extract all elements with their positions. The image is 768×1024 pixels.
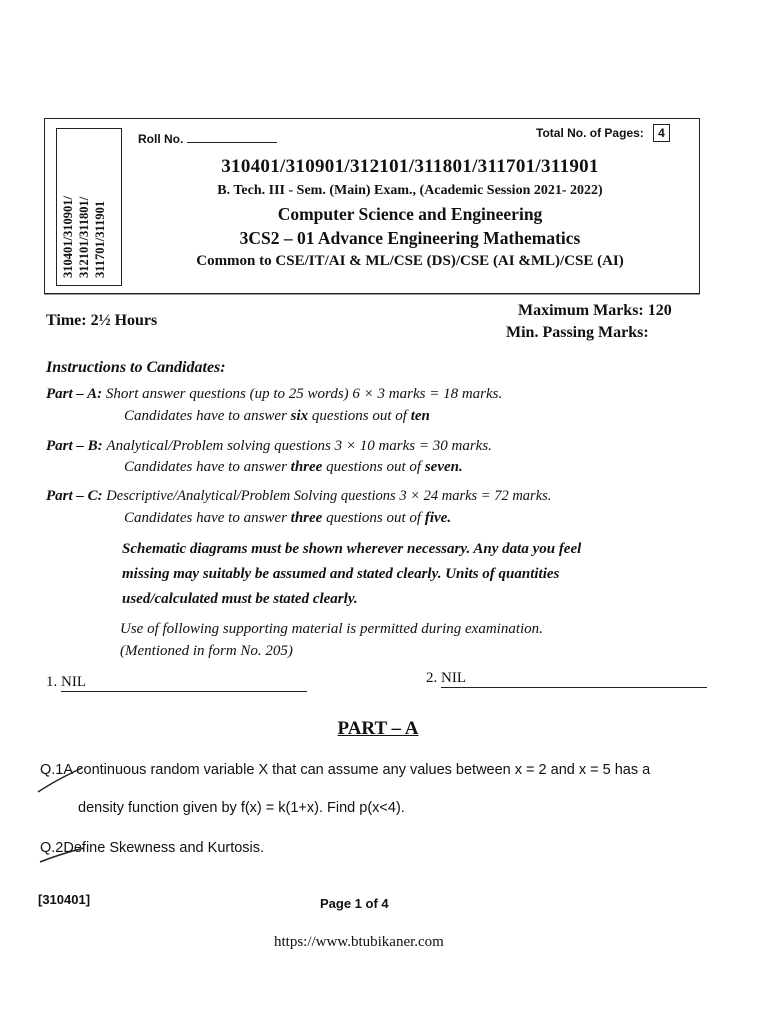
part-line1: Analytical/Problem solving questions 3 × 10 marks = 30 marks. bbox=[106, 438, 492, 454]
footer-code: [310401] bbox=[38, 892, 91, 907]
material-1 bbox=[46, 674, 307, 692]
q1-line2: density function given by f(x) = k(1+x). Find p(x<4). bbox=[78, 800, 405, 816]
time: Time: 2½ Hours bbox=[46, 312, 158, 329]
line2-end-bold: ten bbox=[410, 408, 430, 424]
line2-suffix: questions out of bbox=[308, 408, 411, 424]
q1-label: Q.1 bbox=[40, 762, 64, 778]
line2-bold: three bbox=[290, 510, 323, 526]
line2-suffix: questions out of bbox=[322, 459, 425, 475]
note-line: (Mentioned in form No. 205) bbox=[120, 643, 293, 659]
question-1 bbox=[40, 762, 760, 778]
line2-prefix: Candidates have to answer bbox=[124, 510, 291, 526]
line2-prefix: Candidates have to answer bbox=[124, 459, 291, 475]
note-line: Schematic diagrams must be shown wherever necessary. Any data you feel bbox=[122, 541, 582, 557]
divider bbox=[44, 294, 700, 295]
part-b-instruction bbox=[46, 438, 716, 455]
roll-label: Roll No. bbox=[138, 132, 184, 146]
line2-end-bold: five. bbox=[424, 510, 452, 526]
q2-text: Define Skewness and Kurtosis. bbox=[63, 840, 265, 856]
note-schematic bbox=[122, 537, 722, 612]
exam-title: B. Tech. III - Sem. (Main) Exam., (Academic Session 2021- 2022) bbox=[217, 183, 603, 198]
line2-suffix: questions out of bbox=[322, 510, 425, 526]
roll-number bbox=[138, 132, 277, 146]
material-label: 2. bbox=[426, 670, 438, 686]
check-mark-stroke bbox=[38, 846, 88, 866]
line2-prefix: Candidates have to answer bbox=[124, 408, 291, 424]
max-marks: Maximum Marks: 120 bbox=[518, 302, 672, 319]
side-codes bbox=[60, 128, 108, 278]
part-c-line2 bbox=[124, 510, 451, 527]
part-label: Part – C: bbox=[46, 488, 103, 504]
side-code-line: 311701/311901 bbox=[93, 200, 107, 278]
side-code-line: 312101/311801/ bbox=[77, 196, 91, 278]
department: Computer Science and Engineering bbox=[277, 204, 543, 224]
line2-bold: three bbox=[290, 459, 323, 475]
note-line: used/calculated must be stated clearly. bbox=[122, 591, 358, 607]
part-a-line2 bbox=[124, 408, 430, 425]
part-label: Part – B: bbox=[46, 438, 103, 454]
q2-label: Q.2 bbox=[40, 840, 64, 856]
note-line: Use of following supporting material is permitted during examination. bbox=[120, 621, 543, 637]
pages-value: 4 bbox=[653, 124, 670, 142]
line2-bold: six bbox=[290, 408, 309, 424]
page-number: Page 1 of 4 bbox=[320, 896, 389, 911]
roll-blank bbox=[187, 132, 277, 143]
line2-end-bold: seven. bbox=[424, 459, 463, 475]
total-pages bbox=[536, 124, 670, 142]
material-label: 1. bbox=[46, 674, 58, 690]
part-line1: Short answer questions (up to 25 words) 6 × 3 marks = 18 marks. bbox=[105, 386, 503, 402]
part-c-instruction bbox=[46, 488, 726, 505]
part-b-line2 bbox=[124, 459, 463, 476]
side-code-line: 310401/310901/ bbox=[61, 196, 75, 278]
note-line: missing may suitably be assumed and stated clearly. Units of quantities bbox=[122, 566, 560, 582]
subject: 3CS2 – 01 Advance Engineering Mathematics bbox=[239, 228, 581, 248]
material-2 bbox=[426, 670, 707, 688]
pages-label: Total No. of Pages: bbox=[536, 126, 644, 140]
material-value: NIL bbox=[441, 670, 707, 688]
part-line1: Descriptive/Analytical/Problem Solving questions 3 × 24 marks = 72 marks. bbox=[106, 488, 552, 504]
part-label: Part – A: bbox=[46, 386, 103, 402]
min-passing: Min. Passing Marks: bbox=[506, 324, 649, 341]
material-value: NIL bbox=[61, 674, 307, 692]
part-a-heading: PART – A bbox=[337, 718, 419, 739]
common-to: Common to CSE/IT/AI & ML/CSE (DS)/CSE (AI &ML)/CSE (AI) bbox=[196, 253, 624, 269]
check-mark-stroke bbox=[36, 764, 86, 794]
instructions-title: Instructions to Candidates: bbox=[46, 359, 226, 376]
note-material bbox=[120, 618, 720, 662]
part-a-instruction bbox=[46, 386, 716, 403]
paper-codes: 310401/310901/312101/311801/311701/311901 bbox=[221, 156, 599, 177]
website-url[interactable]: https://www.btubikaner.com bbox=[274, 934, 444, 950]
q1-line1: A continuous random variable X that can assume any values between x = 2 and x = 5 has a bbox=[63, 762, 651, 778]
